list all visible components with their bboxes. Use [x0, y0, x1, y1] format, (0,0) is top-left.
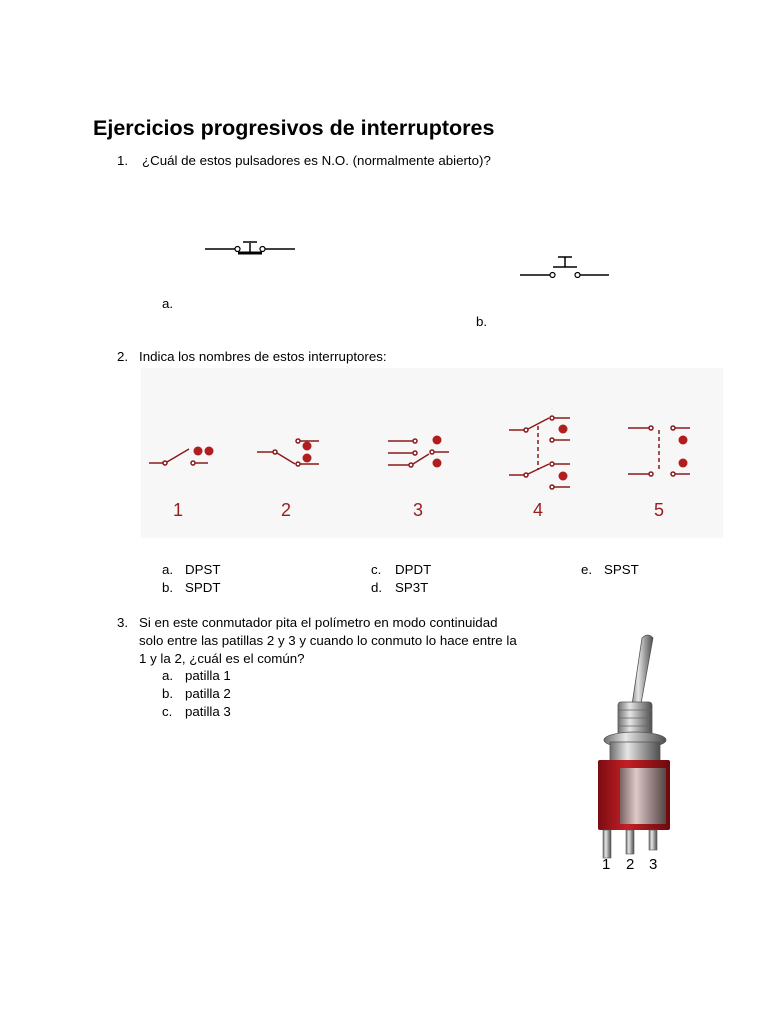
pin-label-2: 2 — [626, 856, 635, 873]
switch-diagrams — [141, 368, 723, 538]
q3-text-line-3: 1 y la 2, ¿cuál es el común? — [139, 651, 305, 666]
q2-option-c-letter: c. — [371, 562, 382, 577]
q3-text-line-1: Si en este conmutador pita el polímetro en modo continuidad — [139, 615, 498, 630]
q1-option-a: a. — [162, 296, 174, 311]
switch-4-terminals — [559, 425, 568, 481]
switch-2-terminals — [303, 442, 312, 463]
q3-number: 3. — [117, 615, 129, 630]
q2-option-a-label: DPST — [185, 562, 221, 577]
q2-option-c-label: DPDT — [395, 562, 432, 577]
q3-option-a-letter: a. — [162, 668, 174, 683]
switch-number-1: 1 — [172, 500, 184, 520]
pin-label-1: 1 — [602, 856, 611, 873]
toggle-switch-photo — [590, 630, 680, 880]
pin-label-3: 3 — [649, 856, 658, 873]
q1-text: ¿Cuál de estos pulsadores es N.O. (normalmente abierto)? — [142, 153, 491, 168]
page-title: Ejercicios progresivos de interruptores — [93, 116, 495, 140]
switch-1-terminals — [194, 447, 214, 456]
q2-option-b-label: SPDT — [185, 580, 221, 595]
pushbutton-no-diagram — [515, 254, 615, 280]
q1-number: 1. — [117, 153, 129, 168]
q3-option-a-label: patilla 1 — [185, 668, 231, 683]
switch-number-5: 5 — [653, 500, 665, 520]
switch-number-2: 2 — [280, 500, 292, 520]
q2-option-a-letter: a. — [162, 562, 174, 577]
q3-option-b-label: patilla 2 — [185, 686, 231, 701]
q3-option-c-label: patilla 3 — [185, 704, 231, 719]
q2-option-b-letter: b. — [162, 580, 174, 595]
q2-option-d-letter: d. — [371, 580, 383, 595]
switch-5-terminals — [679, 436, 688, 468]
switch-5-diagram — [628, 426, 690, 476]
switch-number-3: 3 — [412, 500, 424, 520]
q2-text: Indica los nombres de estos interruptores: — [139, 349, 387, 364]
q2-option-d-label: SP3T — [395, 580, 429, 595]
q2-option-e-label: SPST — [604, 562, 639, 577]
q1-option-b: b. — [476, 314, 488, 329]
q3-option-c-letter: c. — [162, 704, 173, 719]
pushbutton-nc-diagram — [200, 238, 300, 260]
q3-option-b-letter: b. — [162, 686, 174, 701]
switch-number-4: 4 — [532, 500, 544, 520]
q2-number: 2. — [117, 349, 129, 364]
q2-option-e-letter: e. — [581, 562, 593, 577]
q3-text-line-2: solo entre las patillas 2 y 3 y cuando lo conmuto lo hace entre la — [139, 633, 517, 648]
